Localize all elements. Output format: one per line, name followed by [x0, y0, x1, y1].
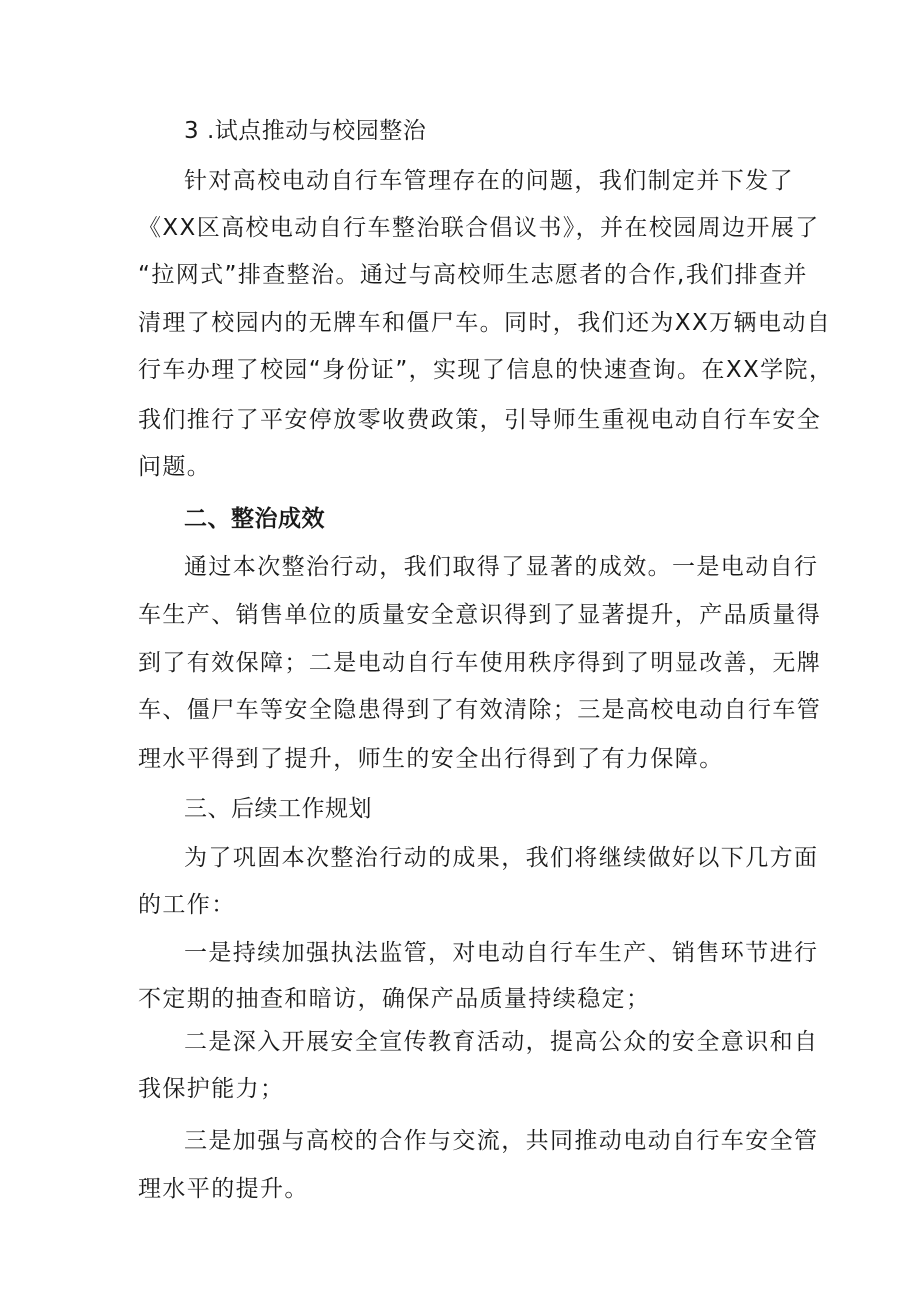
paragraph-line: 一是持续加强执法监管，对电动自行车生产、销售环节进行: [184, 940, 819, 966]
section-heading-plan: 三、后续工作规划: [184, 796, 372, 822]
paragraph-line: 理水平得到了提升，师生的安全出行得到了有力保障。: [138, 746, 724, 772]
section-heading-pilot: 3 .试点推动与校园整治: [184, 118, 427, 144]
paragraph-line: 我们推行了平安停放零收费政策，引导师生重视电动自行车安全: [138, 407, 822, 433]
paragraph-line: 车生产、销售单位的质量安全意识得到了显著提升，产品质量得: [138, 602, 822, 628]
paragraph-line: 二是深入开展安全宣传教育活动，提高公众的安全意识和自: [184, 1029, 819, 1055]
paragraph-line: 车、僵尸车等安全隐患得到了有效清除；三是高校电动自行车管: [138, 697, 822, 723]
paragraph-line: 问题。: [138, 454, 212, 480]
section-heading-results: 二、整治成效: [184, 506, 325, 532]
paragraph-line: 到了有效保障；二是电动自行车使用秩序得到了明显改善，无牌: [138, 650, 822, 676]
paragraph-line: 三是加强与高校的合作与交流，共同推动电动自行车安全管: [184, 1128, 819, 1154]
paragraph-line: 我保护能力；: [138, 1076, 285, 1102]
paragraph-line: 不定期的抽查和暗访，确保产品质量持续稳定；: [138, 986, 651, 1012]
paragraph-line: 行车办理了校园“身份证”，实现了信息的快速查询。在XX学院，: [138, 357, 834, 383]
paragraph-line: 通过本次整治行动，我们取得了显著的成效。一是电动自行: [184, 554, 819, 580]
paragraph-line: 针对高校电动自行车管理存在的问题，我们制定并下发了: [184, 168, 794, 194]
paragraph-line: “拉网式”排查整治。通过与高校师生志愿者的合作,我们排查并: [138, 262, 808, 288]
paragraph-line: 《XX区高校电动自行车整治联合倡议书》，并在校园周边开展了: [138, 215, 820, 241]
paragraph-line: 为了巩固本次整治行动的成果，我们将继续做好以下几方面: [184, 845, 819, 871]
paragraph-line: 的工作：: [138, 892, 236, 918]
paragraph-line: 清理了校园内的无牌车和僵尸车。同时，我们还为XX万辆电动自: [138, 310, 832, 336]
paragraph-line: 理水平的提升。: [138, 1176, 309, 1202]
